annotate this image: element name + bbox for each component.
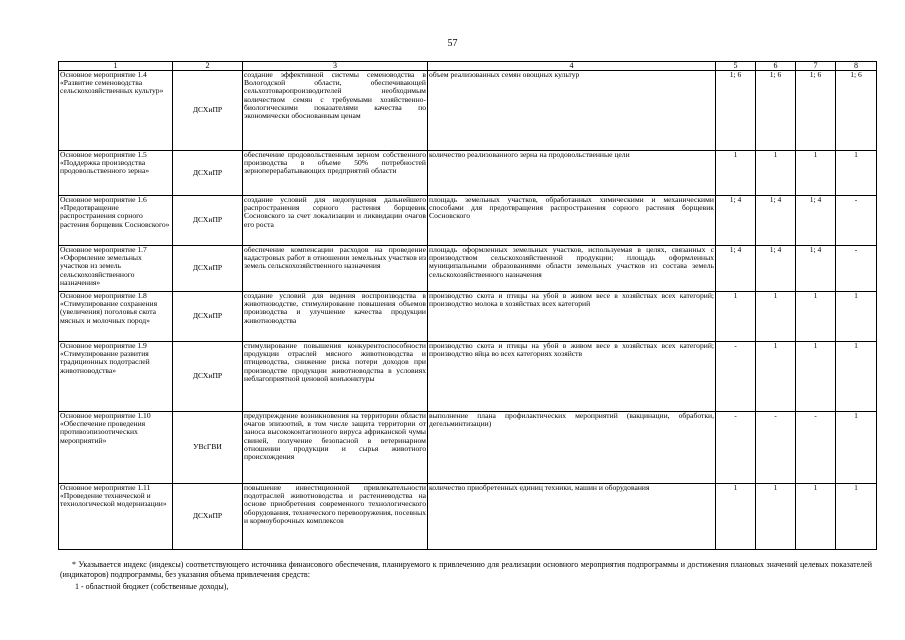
activity-name-cell: Основное мероприятие 1.7 «Оформление земельных участков из земель сельскохозяйственного назначения» [59, 246, 173, 292]
indicator-cell: количество приобретенных единиц техники, машин и оборудования [428, 484, 716, 550]
executor-cell: ДСХиПР [173, 151, 243, 196]
activity-name-cell: Основное мероприятие 1.10 «Обеспечение проведения противоэпизоотических мероприятий» [59, 412, 173, 484]
indicator-cell: выполнение плана профилактических мероприятий (вакцинации, обработки, дегельминтизации) [428, 412, 716, 484]
funding-index-cell: 1; 4 [716, 246, 756, 292]
indicator-cell: объем реализованных семян овощных культур [428, 71, 716, 151]
funding-index-cell: - [716, 412, 756, 484]
funding-index-cell: - [756, 412, 796, 484]
funding-index-cell: 1 [796, 292, 836, 342]
page-number: 57 [447, 38, 458, 49]
funding-index-cell: 1 [716, 151, 756, 196]
expected-result-cell: повышение инвестиционной привлекательности подотраслей животноводства и растениеводства на основе приобретения современного технологического оборудования, технического перевооружения, посевных и кормоуборочных комплексов [243, 484, 428, 550]
header-col-4: 4 [428, 62, 716, 71]
indicator-cell: производство скота и птицы на убой в живом весе в хозяйствах всех категорий; производство молока в хозяйствах всех категорий [428, 292, 716, 342]
executor-cell: ДСХиПР [173, 342, 243, 412]
funding-index-cell: 1 [836, 342, 877, 412]
executor-cell: ДСХиПР [173, 292, 243, 342]
indicator-cell: площадь земельных участков, обработанных химическими и механическими способами для предотвращения распространения сорного растения борщевик Сосновского [428, 196, 716, 246]
expected-result-cell: обеспечение компенсации расходов на проведение кадастровых работ в отношении земельных участков из земель сельскохозяйственного назначения [243, 246, 428, 292]
executor-cell: ДСХиПР [173, 71, 243, 151]
table-row [59, 196, 877, 246]
activity-name-cell: Основное мероприятие 1.8 «Стимулирование сохранения (увеличения) поголовья скота мясных и молочных пород» [59, 292, 173, 342]
funding-index-cell: 1 [836, 484, 877, 550]
funding-index-cell: 1 [756, 151, 796, 196]
funding-index-cell: - [796, 412, 836, 484]
activity-name-cell: Основное мероприятие 1.11 «Проведение технической и технологической модернизации» [59, 484, 173, 550]
table-row [59, 342, 877, 412]
funding-index-cell: - [836, 246, 877, 292]
indicator-cell: производство скота и птицы на убой в живом весе в хозяйствах всех категорий; производство яйца во всех категориях хозяйств [428, 342, 716, 412]
executor-cell: УВсГВИ [173, 412, 243, 484]
expected-result-cell: создание эффективной системы семеноводства в Вологодской области, обеспечивающей сельхозтоваропроизводителей необходимым количеством семян с требуемыми хозяйственно-биологическими показателями качества по экономически обоснованным ценам [243, 71, 428, 151]
table-row [59, 71, 877, 151]
table-row [59, 484, 877, 550]
funding-index-cell: 1 [796, 484, 836, 550]
table-row [59, 292, 877, 342]
indicator-cell: площадь оформленных земельных участков, используемая в целях, связанных с производством сельскохозяйственной продукции; площадь оформленных муниципальными образованиями области земельных участков из состава земель сельскохозяйственного назначения [428, 246, 716, 292]
expected-result-cell: создание условий для ведения воспроизводства в животноводстве, стимулирование повышения объемов производства и улучшение качества продукции животноводства [243, 292, 428, 342]
executor-cell: ДСХиПР [173, 246, 243, 292]
funding-index-cell: 1; 6 [756, 71, 796, 151]
activity-name-cell: Основное мероприятие 1.5 «Поддержка производства продовольственного зерна» [59, 151, 173, 196]
table-row [59, 151, 877, 196]
funding-index-cell: 1; 6 [716, 71, 756, 151]
header-col-3: 3 [243, 62, 428, 71]
activities-table [58, 61, 877, 550]
funding-index-cell: 1; 4 [716, 196, 756, 246]
activity-name-cell: Основное мероприятие 1.4 «Развитие семеноводства сельскохозяйственных культур» [59, 71, 173, 151]
expected-result-cell: создание условий для недопущения дальнейшего распространения сорного растения борщевик Сосновского за счет локализации и ликвидации очагов его роста [243, 196, 428, 246]
expected-result-cell: предупреждение возникновения на территории области очагов эпизоотий, в том числе защита территории от заноса высококонтагиозного вируса африканской чумы свиней, получение безопасной в ветеринарном отношении продукции и сырья животного происхождения [243, 412, 428, 484]
funding-index-cell: 1; 4 [756, 196, 796, 246]
funding-index-cell: - [836, 196, 877, 246]
header-col-6: 6 [756, 62, 796, 71]
funding-index-cell: 1 [716, 292, 756, 342]
footnote-funding-index: * Указывается индекс (индексы) соответствующего источника финансового обеспечения, планируемого к привлечению для реализации основного мероприятия подпрограммы и достижения плановых значений целевых показателей (индикаторов) подпрограммы, без указания объема привлечения средств: [60, 560, 872, 579]
activity-name-cell: Основное мероприятие 1.9 «Стимулирование развития традиционных подотраслей животноводства» [59, 342, 173, 412]
header-col-8: 8 [836, 62, 877, 71]
activity-name-cell: Основное мероприятие 1.6 «Предотвращение распространения сорного растения борщевик Сосновского» [59, 196, 173, 246]
funding-index-cell: 1; 4 [756, 246, 796, 292]
footnote-regional-budget: 1 - областной бюджет (собственные доходы), [75, 582, 229, 591]
funding-index-cell: 1 [756, 484, 796, 550]
funding-index-cell: 1 [796, 151, 836, 196]
expected-result-cell: обеспечение продовольственным зерном собственного производства в объеме 50% потребностей зерноперерабатывающих предприятий области [243, 151, 428, 196]
funding-index-cell: 1 [716, 484, 756, 550]
funding-index-cell: 1 [836, 292, 877, 342]
funding-index-cell: 1; 4 [796, 196, 836, 246]
table-row [59, 412, 877, 484]
funding-index-cell: 1; 4 [796, 246, 836, 292]
funding-index-cell: 1 [836, 412, 877, 484]
funding-index-cell: 1; 6 [836, 71, 877, 151]
indicator-cell: количество реализованного зерна на продовольственные цели [428, 151, 716, 196]
funding-index-cell: 1 [756, 342, 796, 412]
funding-index-cell: 1 [836, 151, 877, 196]
table-row [59, 246, 877, 292]
header-col-2: 2 [173, 62, 243, 71]
table-header-row [59, 62, 877, 71]
funding-index-cell: 1; 6 [796, 71, 836, 151]
funding-index-cell: 1 [756, 292, 796, 342]
executor-cell: ДСХиПР [173, 196, 243, 246]
funding-index-cell: 1 [796, 342, 836, 412]
executor-cell: ДСХиПР [173, 484, 243, 550]
header-col-1: 1 [59, 62, 173, 71]
header-col-7: 7 [796, 62, 836, 71]
header-col-5: 5 [716, 62, 756, 71]
expected-result-cell: стимулирование повышения конкурентоспособности продукции отраслей мясного животноводства и птицеводства, снижение риска потери доходов при производстве продукции животноводства в условиях неблагоприятной ценовой конъюнктуры [243, 342, 428, 412]
funding-index-cell: - [716, 342, 756, 412]
